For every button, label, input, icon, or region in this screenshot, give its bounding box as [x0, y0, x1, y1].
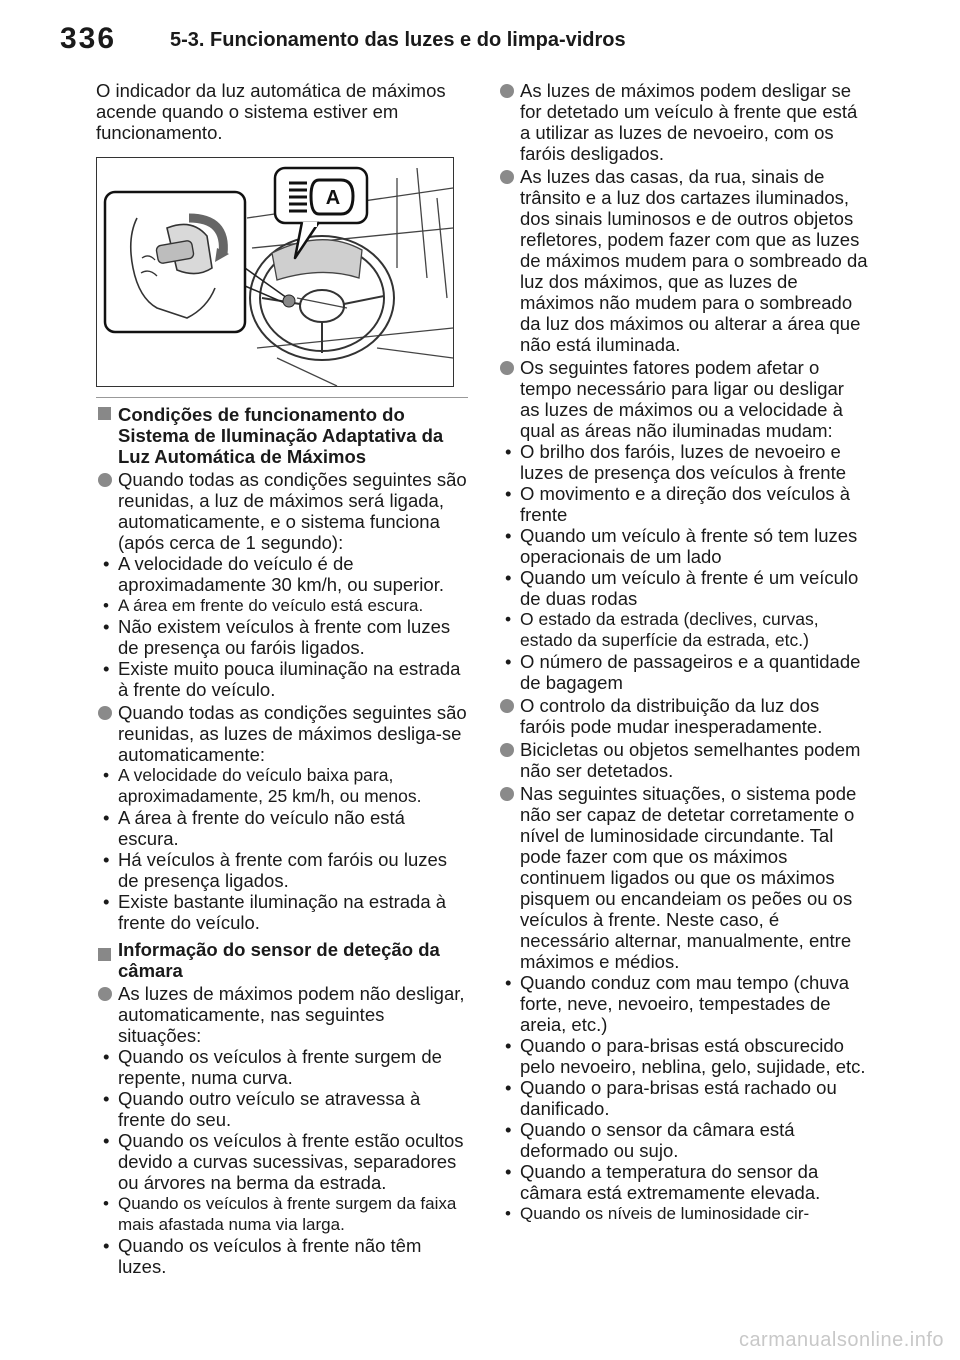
- list-item: [498, 357, 868, 441]
- sub-list-item: • Existe bastante iluminação na estrada à frente do veículo.: [103, 891, 447, 933]
- sub-list-item: • Existe muito pouca iluminação na estrada à frente do veículo.: [103, 658, 461, 700]
- watermark-url: carmanualsonline.info: [738, 1329, 944, 1351]
- list-item: [498, 783, 868, 972]
- item-text: A área em frente do veículo está escura.: [118, 596, 424, 615]
- item-text: Quando os veículos à frente surgem da faixa mais afastada numa via larga.: [118, 1194, 457, 1234]
- list-item: [498, 739, 868, 781]
- page-header: [52, 22, 932, 60]
- illustration-auto-high-beam: [96, 157, 454, 387]
- section-heading-camera: [96, 939, 468, 981]
- square-bullet-icon: [98, 948, 111, 961]
- sub-list-item: • A velocidade do veículo baixa para, aproximadamente, 25 km/h, ou menos.: [103, 765, 422, 806]
- sub-list-item: • Quando os veículos à frente não têm luzes.: [103, 1235, 422, 1277]
- dashboard-illustration: [97, 158, 453, 386]
- list-item: [96, 983, 468, 1046]
- item-text: A velocidade do veículo baixa para, aproximadamente, 25 km/h, ou menos.: [118, 765, 422, 806]
- auto-indicator-letter: A: [325, 187, 341, 209]
- item-text: Quando os veículos à frente estão ocultos devido a curvas sucessivas, separadores ou árvores na berma da estrada.: [118, 1130, 464, 1193]
- sub-list-item: • Quando os veículos à frente surgem da faixa mais afastada numa via larga.: [103, 1194, 457, 1234]
- item-text: O estado da estrada (declives, curvas, estado da superfície da estrada, etc.): [520, 609, 819, 650]
- item-text: Existe bastante iluminação na estrada à frente do veículo.: [118, 891, 447, 933]
- round-bullet-icon: [98, 473, 112, 487]
- sub-list-item: • Quando os veículos à frente surgem de repente, numa curva.: [103, 1046, 442, 1088]
- item-text: Não existem veículos à frente com luzes de presença ou faróis ligados.: [118, 616, 451, 658]
- sub-list-item: • Quando conduz com mau tempo (chuva forte, neve, nevoeiro, tempestades de areia, etc.): [505, 972, 850, 1035]
- item-text: Quando um veículo à frente é um veículo de duas rodas: [520, 567, 859, 609]
- sub-list-item: • Quando um veículo à frente só tem luzes operacionais de um lado: [505, 525, 858, 567]
- sub-list-item: • Não existem veículos à frente com luzes de presença ou faróis ligados.: [103, 616, 451, 658]
- item-text: O controlo da distribuição da luz dos faróis pode mudar inesperadamente.: [520, 695, 823, 737]
- item-text: As luzes de máximos podem desligar se for detetado um veículo à frente que está a utilizar as luzes de nevoeiro, com os faróis desligados.: [520, 80, 858, 164]
- section-heading-conditions: [96, 397, 468, 467]
- round-bullet-icon: [500, 699, 514, 713]
- item-text: Quando o para-brisas está obscurecido pelo nevoeiro, neblina, gelo, sujidade, etc.: [520, 1035, 866, 1077]
- sub-list-item: • Quando o para-brisas está obscurecido pelo nevoeiro, neblina, gelo, sujidade, etc.: [505, 1035, 866, 1077]
- sub-list-item: • A área à frente do veículo não está escura.: [103, 807, 405, 849]
- left-column: [96, 80, 468, 1277]
- item-text: Quando todas as condições seguintes são reunidas, a luz de máximos será ligada, automaticamente, e o sistema funciona (após cerca de 1 segundo):: [118, 469, 467, 553]
- round-bullet-icon: [98, 987, 112, 1001]
- item-text: Quando todas as condições seguintes são reunidas, as luzes de máximos desliga-se automaticamente:: [118, 702, 467, 765]
- item-text: Quando um veículo à frente só tem luzes operacionais de um lado: [520, 525, 858, 567]
- list-item: [498, 166, 868, 355]
- sub-list-item: • Há veículos à frente com faróis ou luzes de presença ligados.: [103, 849, 448, 891]
- heading-text: Condições de funcionamento do Sistema de Iluminação Adaptativa da Luz Automática de Máximos: [118, 404, 444, 467]
- sub-list-item: • O estado da estrada (declives, curvas, estado da superfície da estrada, etc.): [505, 609, 819, 650]
- item-text: Quando outro veículo se atravessa à frente do seu.: [118, 1088, 421, 1130]
- item-text: As luzes das casas, da rua, sinais de trânsito e a luz dos cartazes iluminados, dos sinais luminosos e de outros objetos refletores, podem fazer com que as luzes de máximos mudem para o sombreado da luz dos máximos, que as luzes de máximos não mudem para o sombreado da luz dos máximos ou alterar a área que não está iluminada.: [520, 166, 868, 355]
- item-text: O movimento e a direção dos veículos à frente: [520, 483, 851, 525]
- item-text: Bicicletas ou objetos semelhantes podem não ser detetados.: [520, 739, 861, 781]
- right-column: [498, 80, 868, 1224]
- item-text: Quando o para-brisas está rachado ou danificado.: [520, 1077, 837, 1119]
- hand-inset: [105, 192, 245, 332]
- item-text: A área à frente do veículo não está escura.: [118, 807, 405, 849]
- sub-list-item: • Quando os veículos à frente estão ocultos devido a curvas sucessivas, separadores ou árvores na berma da estrada.: [103, 1130, 464, 1193]
- list-item: [498, 695, 868, 737]
- item-text: Quando conduz com mau tempo (chuva forte, neve, nevoeiro, tempestades de areia, etc.): [520, 972, 850, 1035]
- sub-list-item: • O número de passageiros e a quantidade de bagagem: [505, 651, 861, 693]
- round-bullet-icon: [500, 170, 514, 184]
- item-text: Os seguintes fatores podem afetar o tempo necessário para ligar ou desligar as luzes de máximos ou a velocidade à qual as áreas não iluminadas mudam:: [520, 357, 844, 441]
- sub-list-item: • Quando um veículo à frente é um veículo de duas rodas: [505, 567, 859, 609]
- item-text: Quando o sensor da câmara está deformado ou sujo.: [520, 1119, 795, 1161]
- item-text: O número de passageiros e a quantidade de bagagem: [520, 651, 861, 693]
- list-item: [96, 702, 468, 765]
- page-number: 336: [60, 22, 117, 55]
- sub-list-item: • O brilho dos faróis, luzes de nevoeiro e luzes de presença dos veículos à frente: [505, 441, 846, 483]
- round-bullet-icon: [500, 787, 514, 801]
- item-text: Quando os veículos à frente não têm luzes.: [118, 1235, 422, 1277]
- round-bullet-icon: [500, 361, 514, 375]
- item-text: A velocidade do veículo é de aproximadamente 30 km/h, ou superior.: [118, 553, 444, 595]
- sub-list-item: • Quando o para-brisas está rachado ou danificado.: [505, 1077, 837, 1119]
- sub-list-item: • Quando os níveis de luminosidade cir-: [505, 1204, 810, 1223]
- round-bullet-icon: [98, 706, 112, 720]
- heading-text: Informação do sensor de deteção da câmara: [118, 939, 440, 981]
- item-text: Existe muito pouca iluminação na estrada à frente do veículo.: [118, 658, 461, 700]
- item-text: Quando a temperatura do sensor da câmara está extremamente elevada.: [520, 1161, 821, 1203]
- item-text: Quando os veículos à frente surgem de repente, numa curva.: [118, 1046, 442, 1088]
- item-text: Quando os níveis de luminosidade cir-: [520, 1204, 810, 1223]
- sub-list-item: • Quando outro veículo se atravessa à frente do seu.: [103, 1088, 421, 1130]
- item-text: As luzes de máximos podem não desligar, automaticamente, nas seguintes situações:: [118, 983, 465, 1046]
- intro-paragraph: O indicador da luz automática de máximos acende quando o sistema estiver em funcionamento.: [96, 80, 446, 143]
- list-item: [498, 80, 868, 164]
- sub-list-item: • A área em frente do veículo está escura.: [103, 596, 424, 615]
- sub-list-item: • Quando a temperatura do sensor da câmara está extremamente elevada.: [505, 1161, 821, 1203]
- sub-list-item: • A velocidade do veículo é de aproximadamente 30 km/h, ou superior.: [103, 553, 444, 595]
- sub-list-item: • O movimento e a direção dos veículos à frente: [505, 483, 851, 525]
- sub-list-item: • Quando o sensor da câmara está deformado ou sujo.: [505, 1119, 795, 1161]
- item-text: Há veículos à frente com faróis ou luzes de presença ligados.: [118, 849, 448, 891]
- list-item: [96, 469, 468, 553]
- item-text: O brilho dos faróis, luzes de nevoeiro e luzes de presença dos veículos à frente: [520, 441, 846, 483]
- round-bullet-icon: [500, 743, 514, 757]
- item-text: Nas seguintes situações, o sistema pode não ser capaz de detetar corretamente o nível de luminosidade circundante. Tal pode fazer com que os máximos continuem ligados ou que os máximos pisquem ou encandeiam os peões ou os veículos à frente. Neste caso, é necessário alternar, manualmente, entre máximos e médios.: [520, 783, 857, 972]
- round-bullet-icon: [500, 84, 514, 98]
- section-title: 5-3. Funcionamento das luzes e do limpa-vidros: [170, 29, 626, 51]
- square-bullet-icon: [98, 407, 111, 420]
